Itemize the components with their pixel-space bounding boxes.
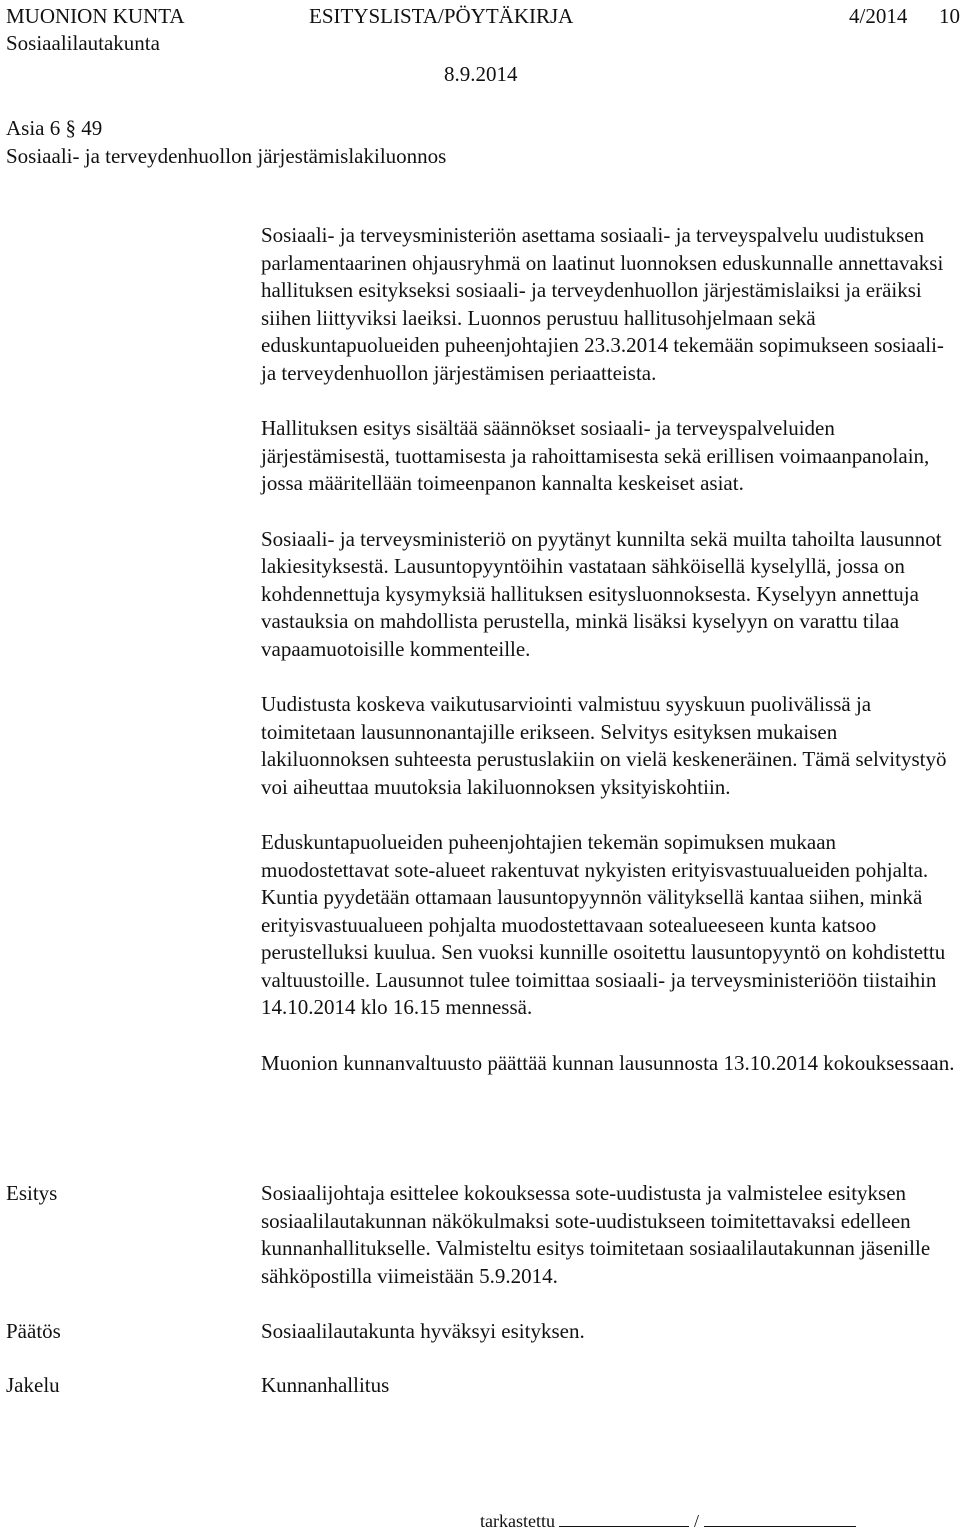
signature-line	[704, 1526, 856, 1527]
jakelu-text: Kunnanhallitus	[261, 1373, 390, 1397]
page-header	[6, 3, 960, 86]
paragraph: Uudistusta koskeva vaikutusarviointi valmistuu syyskuun puolivälissä ja toimitetaan lausunnonantajille erikseen. Selvitys esityksen mukaisen lakiluonnoksen suhteesta perustuslakiin on vielä keskeneräinen. Tämä selvitystyö voi aiheuttaa muutoksia lakiluonnoksen yksityiskohtiin.	[261, 692, 947, 799]
committee-name: Sosiaalilautakunta	[6, 31, 160, 55]
paragraph: Sosiaali- ja terveysministeriön asettama sosiaali- ja terveyspalvelu uudistuksen parlamentaarinen ohjausryhmä on laatinut luonnoksen eduskunnalle annettavaksi hallituksen esitykseksi sosiaali- ja terveydenhuollon järjestämislaiksi ja eräiksi siihen liittyviksi laeiksi. Luonnos perustuu hallitusohjelmaan sekä eduskuntapuolueiden puheenjohtajien 23.3.2014 tekemään sopimukseen sosiaali- ja terveydenhuollon järjestämisen periaatteista.	[261, 223, 944, 385]
paragraph: Eduskuntapuolueiden puheenjohtajien tekemän sopimuksen mukaan muodostettavat sote-alueet rakentuvat nykyisten erityisvastuualueiden pohjalta. Kuntia pyydetään ottamaan lausuntopyynnön välityksellä kantaa siihen, minkä erityisvastuualueen pohjalta muodostettavaan sotealueeseen kunta katsoo perustelluksi kuulua. Sen vuoksi kunnille osoitettu lausuntopyyntö on kohdistettu valtuustoille. Lausunnot tulee toimittaa sosiaali- ja terveysministeriöön tiistaihin 14.10.2014 klo 16.15 mennessä.	[261, 830, 946, 1019]
organization-name: MUONION KUNTA	[6, 4, 185, 28]
agenda-item-body	[261, 222, 955, 1105]
agenda-item-heading	[6, 115, 446, 170]
paatos-label: Päätös	[6, 1319, 61, 1343]
signature-line	[559, 1526, 689, 1527]
agenda-item-title: Sosiaali- ja terveydenhuollon järjestämislakiluonnos	[6, 143, 447, 168]
verification-footer	[480, 1508, 856, 1536]
document-number: 4/2014	[849, 4, 908, 28]
separator: /	[693, 1511, 699, 1531]
paragraph: Hallituksen esitys sisältää säännökset sosiaali- ja terveyspalveluiden järjestämisestä, tuottamisesta ja rahoittamisesta sekä erillisen voimaanpanolain, jossa määritellään toimeenpanon kannalta keskeiset asiat.	[261, 416, 930, 495]
paragraph: Sosiaali- ja terveysministeriö on pyytänyt kunnilta sekä muilta tahoilta lausunnot lakiesityksestä. Lausuntopyyntöihin vastataan sähköisellä kyselyllä, jossa on kohdennettuja kysymyksiä hallituksen esitysluonnoksesta. Kyselyyn annettuja vastauksia on mahdollista perustella, minkä lisäksi kyselyyn on varattu tilaa vapaamuotoisille kommenteille.	[261, 526, 942, 661]
esitys-text: Sosiaalijohtaja esittelee kokouksessa sote-uudistusta ja valmistelee esityksen sosiaalilautakunnan näkökulmaksi sote-uudistukseen toimitettavaksi edelleen kunnanhallitukselle. Valmisteltu esitys toimitetaan sosiaalilautakunnan jäsenille sähköpostilla viimeistään 5.9.2014.	[261, 1181, 931, 1288]
jakelu-label: Jakelu	[6, 1373, 60, 1397]
paatos-text: Sosiaalilautakunta hyväksyi esityksen.	[261, 1319, 585, 1343]
paragraph: Muonion kunnanvaltuusto päättää kunnan lausunnosta 13.10.2014 kokouksessaan.	[261, 1050, 955, 1075]
agenda-item-number: Asia 6 § 49	[6, 116, 103, 140]
meeting-date: 8.9.2014	[444, 62, 518, 86]
esitys-label: Esitys	[6, 1181, 58, 1205]
page-number: 10	[939, 4, 960, 28]
document-type: ESITYSLISTA/PÖYTÄKIRJA	[309, 4, 574, 28]
verified-label: tarkastettu	[480, 1511, 555, 1531]
